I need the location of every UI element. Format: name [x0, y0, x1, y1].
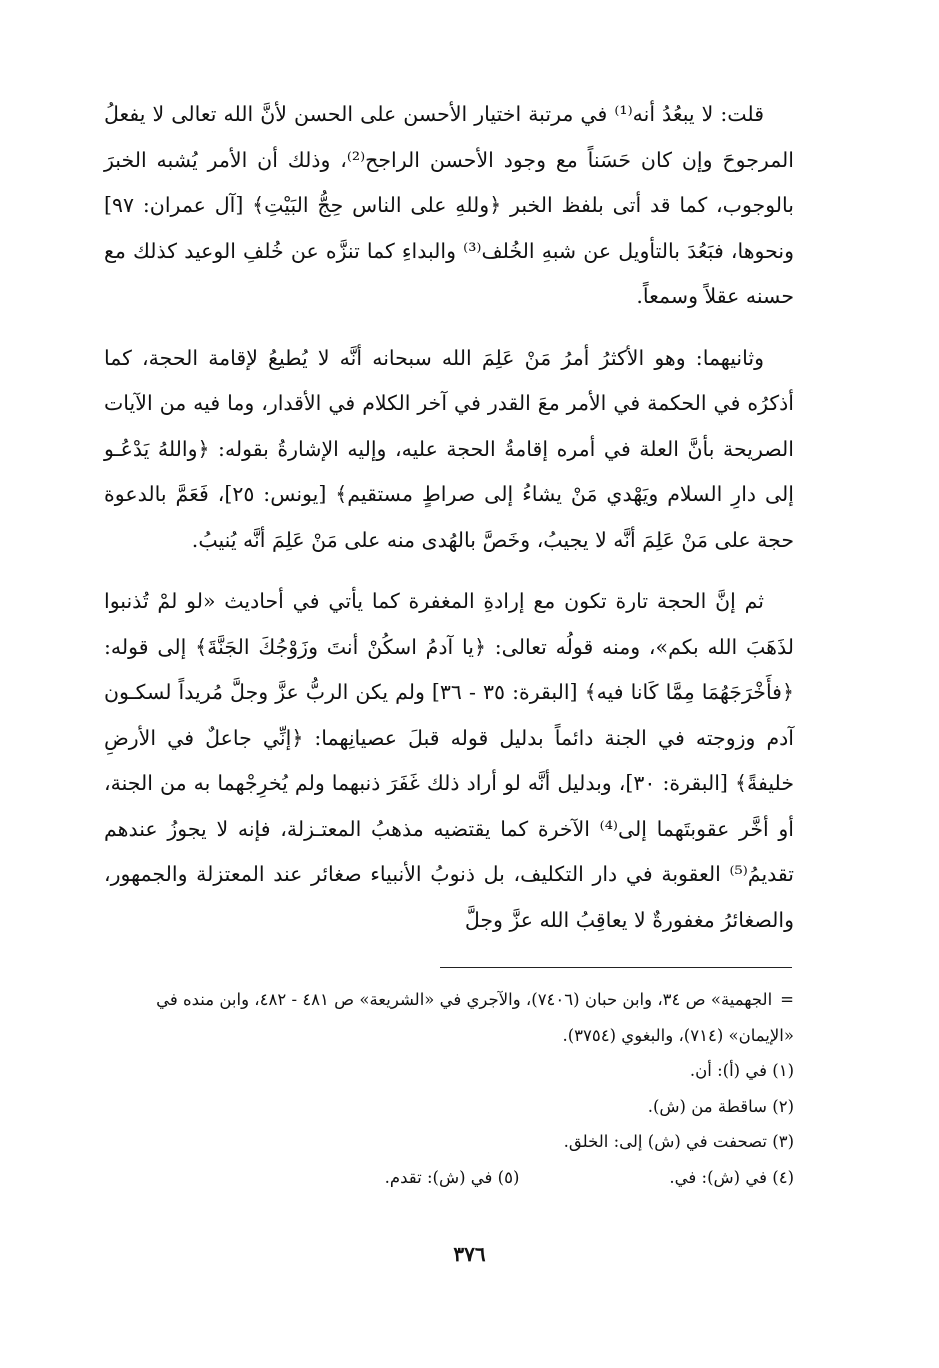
paragraph-3: ثم إنَّ الحجة تارة تكون مع إرادةِ المغفرة كما يأتي في أحاديث «لو لمْ تُذنبوا لذَهَبَ الله بكم»، ومنه قولُه تعالى: ﴿يا آدمُ اسكُنْ أنتَ وزَوْجُكَ الجَنَّةَ﴾ إلى قوله: ﴿فأَخْرَجَهُمَا مِمَّا كَانا فيه﴾ [البقرة: ٣٥ - ٣٦] ولم يكن الربُّ عزَّ وجلَّ مُريداً لسكـون آدم وزوجته في الجنة دائماً بدليل قوله قبلَ عصيانِهما: ﴿إنِّي جاعلٌ في الأرضِ خليفةً﴾ [البقرة: ٣٠]، وبدليل أنَّه لو أراد ذلك غَفَرَ ذنبهما ولم يُخرِجْهما به من الجنة، أو أخَّر عقوبتَهما إلى⁽⁴⁾ الآخرة كما يقتضيه مذهبُ المعتـزلة، فإنه لا يجوزُ عندهم تقديمُ⁽⁵⁾ العقوبة في دار التكليف، بل ذنوبُ الأنبياء صغائر عند المعتزلة والجمهور، والصغائرُ مغفورةٌ لا يعاقِبُ الله عزَّ وجلَّ — [104, 589, 794, 932]
footnote-row — [104, 1160, 794, 1196]
footnote-4: (٤) في (ش): في. — [669, 1167, 794, 1187]
paragraph-2: وثانيهما: وهو الأكثرُ أمرُ مَنْ عَلِمَ الله سبحانه أنَّه لا يُطيعُ لإقامة الحجة، كما أذكرُه في الحكمة في الأمر معَ القدر في آخر الكلام في الأقدار، وما فيه من الآيات الصريحة بأنَّ العلة في أمره إقامةُ الحجة عليه، وإليه الإشارةُ بقوله: ﴿واللهُ يَدْعُـو إلى دارِ السلام ويَهْدي مَنْ يشاءُ إلى صراطٍ مستقيم﴾ [يونس: ٢٥]، فَعَمَّ بالدعوة حجة على مَنْ عَلِمَ أنَّه لا يجيبُ، وخَصَّ بالهُدى منه على مَنْ عَلِمَ أنَّه يُنيبُ. — [104, 345, 794, 552]
footnote-continuation-text: الجهمية» ص ٣٤، وابن حبان (٧٤٠٦)، والآجري في «الشريعة» ص ٤٨١ - ٤٨٢، وابن منده في «الإيمان» (٧١٤)، والبغوي (٣٧٥٤). — [156, 990, 794, 1045]
footnote-separator — [440, 967, 792, 968]
main-text — [104, 92, 794, 959]
paragraph-1: قلت: لا يبعُدُ أنه⁽¹⁾ في مرتبة اختيار الأحسن على الحسن لأنَّ الله تعالى لا يفعلُ المرجوحَ وإن كان حَسَناً مع وجود الأحسن الراجح⁽²⁾، وذلك أن الأمر يُشبه الخبرَ بالوجوب، كما قد أتى بلفظ الخبر ﴿وللهِ على الناس حِجُّ البَيْتِ﴾ [آل عمران: ٩٧] ونحوها، فبَعُدَ بالتأويل عن شبهِ الخُلف⁽³⁾ والبداءِ كما تنزَّه عن خُلفِ الوعيد كذلك مع حسنه عقلاً وسمعاً. — [104, 102, 795, 308]
footnote-2: (٢) ساقطة من (ش). — [647, 1096, 794, 1116]
footnote-3: (٣) تصحفت في (ش) إلى: الخلق. — [563, 1132, 794, 1151]
footnote-5: (٥) في (ش): تقدم. — [384, 1167, 520, 1187]
page-number: ٣٧٦ — [453, 1242, 486, 1266]
footnote-continuation — [104, 982, 794, 1053]
continuation-marker: = — [780, 990, 794, 1009]
footnotes — [104, 982, 794, 1195]
footnote-1: (١) في (أ): أن. — [689, 1061, 794, 1080]
